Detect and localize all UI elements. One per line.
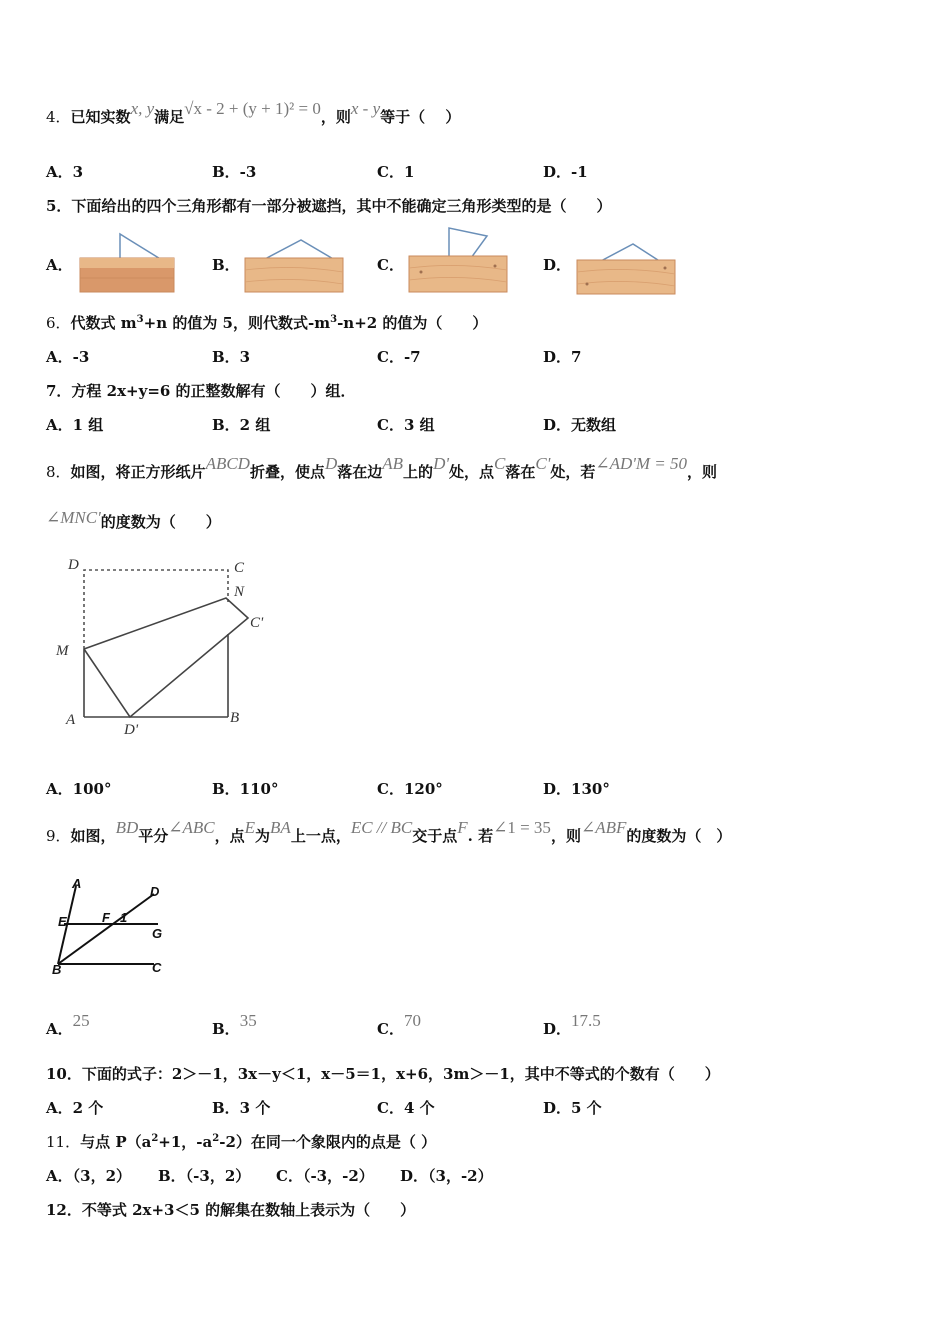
q8-label-b: B (230, 710, 240, 726)
q9-option-c-label: C． (377, 1020, 404, 1038)
q4-math-x-minus-y: x - y (350, 99, 381, 118)
q7-option-b: B．2 组 (212, 416, 271, 434)
q9-math-angle-abc: ∠ABC (168, 818, 215, 837)
q8-figure (50, 552, 280, 742)
question-8-line-2 (46, 508, 221, 532)
q4-option-c: C．1 (377, 163, 415, 181)
q8-text-9: 的度数为（ ） (100, 513, 221, 531)
q8-option-b: B．110° (212, 780, 279, 798)
q9-math-e: E (244, 818, 256, 837)
q9-number: 9． (46, 827, 71, 845)
q8-label-d-prime: D' (124, 722, 139, 738)
q9-text-8: ，则 (550, 827, 581, 845)
question-6 (46, 312, 487, 333)
q9-option-b-value: 35 (239, 1011, 257, 1030)
q8-label-d: D (68, 557, 79, 573)
q9-option-b (212, 1010, 257, 1038)
q9-option-a (46, 1010, 90, 1038)
q9-option-a-value: 25 (72, 1011, 90, 1030)
q8-math-ab: AB (382, 454, 404, 473)
q6-option-b: B．3 (212, 348, 251, 366)
q8-text-8: ，则 (687, 463, 718, 481)
q4-text-2: 满足 (154, 108, 185, 126)
q11-number: 11． (46, 1133, 81, 1151)
q5-triangle-b-image (243, 232, 347, 294)
q8-text-1: 如图，将正方形纸片 (70, 463, 206, 481)
q6-text-3: -n+2 的值为（ ） (337, 314, 488, 332)
q9-text-5: 上一点， (290, 827, 351, 845)
q8-label-n: N (234, 584, 245, 600)
q5-triangle-d-image (575, 238, 679, 296)
q5-option-d-label: D． (543, 256, 572, 274)
q8-math-c: C (494, 454, 506, 473)
q5-option-c-label: C． (377, 256, 404, 274)
q4-math-equation: √x - 2 + (y + 1)² = 0 (184, 99, 321, 118)
q9-option-d (543, 1010, 601, 1038)
q9-math-ec-bc: EC // BC (350, 818, 413, 837)
q10-option-a: A．2 个 (46, 1099, 104, 1117)
q10-option-b: B．3 个 (212, 1099, 271, 1117)
q9-option-d-value: 17.5 (571, 1011, 601, 1030)
q4-text-4: 等于（ ） (380, 108, 461, 126)
q9-math-angle-1: ∠1 = 35 (493, 818, 551, 837)
q9-label-a: A (72, 876, 82, 891)
q6-sup-1: 3 (136, 314, 144, 325)
q9-option-b-label: B． (212, 1020, 240, 1038)
q9-option-c (377, 1010, 421, 1038)
q10-option-c: C．4 个 (377, 1099, 435, 1117)
q9-option-a-label: A． (46, 1020, 73, 1038)
q6-text-2: +n 的值为 5，则代数式-m (143, 314, 331, 332)
q9-figure (50, 876, 180, 980)
q6-option-c: C．-7 (377, 348, 421, 366)
q8-text-2: 折叠，使点 (249, 463, 325, 481)
question-11 (46, 1131, 436, 1152)
q9-math-ba: BA (270, 818, 291, 837)
q11-text-2: +1，-a (158, 1133, 213, 1151)
q8-math-c-prime: C' (535, 454, 551, 473)
question-10: 10．下面的式子：2＞－1，3x－y＜1，x－5＝1，x+6，3m＞－1，其中不等式的个数有（ ） (46, 1065, 720, 1083)
q9-label-b: B (52, 962, 62, 977)
q4-option-a: A．3 (46, 163, 84, 181)
q8-option-c: C．120° (377, 780, 443, 798)
q9-option-d-label: D． (543, 1020, 572, 1038)
q11-option-a: A．（3，2） (46, 1167, 132, 1185)
q9-option-c-value: 70 (403, 1011, 421, 1030)
q8-math-angle: ∠AD'M = 50 (595, 454, 688, 473)
q4-option-b: B．-3 (212, 163, 257, 181)
q6-option-d: D．7 (543, 348, 582, 366)
q8-label-m: M (56, 643, 69, 659)
q9-label-f: F (102, 910, 110, 925)
q6-option-a: A．-3 (46, 348, 90, 366)
q8-label-a: A (66, 712, 76, 728)
q8-text-3: 落在边 (337, 463, 383, 481)
q7-option-a: A．1 组 (46, 416, 104, 434)
q6-number: 6． (46, 314, 71, 332)
q9-text-2: 平分 (138, 827, 169, 845)
q6-text-1: 代数式 m (70, 314, 137, 332)
q10-option-d: D．5 个 (543, 1099, 602, 1117)
q4-math-xy: x, y (130, 99, 155, 118)
q9-text-3: ，点 (214, 827, 245, 845)
q4-text-3: ，则 (320, 108, 351, 126)
q8-number: 8． (46, 463, 71, 481)
q5-option-a-label: A． (46, 256, 73, 274)
q9-math-angle-abf: ∠ABF (580, 818, 627, 837)
q9-label-e: E (58, 914, 67, 929)
q5-triangle-c-image (407, 224, 511, 294)
question-12: 12．不等式 2x+3＜5 的解集在数轴上表示为（ ） (46, 1201, 416, 1219)
q9-label-d: D (150, 884, 160, 899)
q9-text-4: 为 (255, 827, 271, 845)
q7-option-c: C．3 组 (377, 416, 435, 434)
q8-text-7: 处，若 (550, 463, 596, 481)
q5-triangle-a-image (78, 230, 190, 294)
q7-option-d: D．无数组 (543, 416, 617, 434)
q9-text-1: 如图， (70, 827, 116, 845)
q4-number: 4． (46, 108, 71, 126)
q8-math-abcd: ABCD (205, 454, 250, 473)
q11-sup-2: 2 (212, 1133, 220, 1144)
q8-text-6: 落在 (505, 463, 536, 481)
q8-math-angle-mnc: ∠MNC' (46, 508, 101, 527)
q8-text-4: 上的 (403, 463, 434, 481)
q8-math-d: D (324, 454, 338, 473)
question-4 (46, 99, 461, 127)
q4-option-d: D．-1 (543, 163, 588, 181)
q9-math-bd: BD (115, 818, 139, 837)
q5-option-b-label: B． (212, 256, 240, 274)
q9-label-c: C (152, 960, 162, 975)
q9-label-1: 1 (120, 910, 128, 925)
q11-text-1: 与点 P（a (80, 1133, 152, 1151)
question-7: 7．方程 2x+y=6 的正整数解有（ ）组． (46, 382, 356, 400)
q8-math-d-prime: D' (433, 454, 449, 473)
question-8 (46, 454, 718, 482)
question-5: 5．下面给出的四个三角形都有一部分被遮挡，其中不能确定三角形类型的是（ ） (46, 197, 612, 215)
q8-label-c: C (234, 560, 245, 576)
q11-sup-1: 2 (151, 1133, 159, 1144)
q11-text-3: -2）在同一个象限内的点是（ ） (219, 1133, 437, 1151)
q8-option-d: D．130° (543, 780, 610, 798)
q6-sup-2: 3 (330, 314, 338, 325)
q11-option-c: C．（-3，-2） (276, 1167, 374, 1185)
q9-text-6: 交于点 (412, 827, 458, 845)
q9-label-g: G (152, 926, 163, 941)
q4-text-1: 已知实数 (70, 108, 131, 126)
q8-label-c-prime: C' (250, 615, 264, 631)
q8-option-a: A．100° (46, 780, 112, 798)
question-9 (46, 818, 732, 846)
q8-text-5: 处，点 (448, 463, 494, 481)
q9-text-9: 的度数为（ ） (626, 827, 732, 845)
q9-math-f: F (457, 818, 468, 837)
q9-text-7: . 若 (467, 827, 494, 845)
q11-option-d: D．（3，-2） (400, 1167, 493, 1185)
q11-option-b: B．（-3，2） (158, 1167, 251, 1185)
